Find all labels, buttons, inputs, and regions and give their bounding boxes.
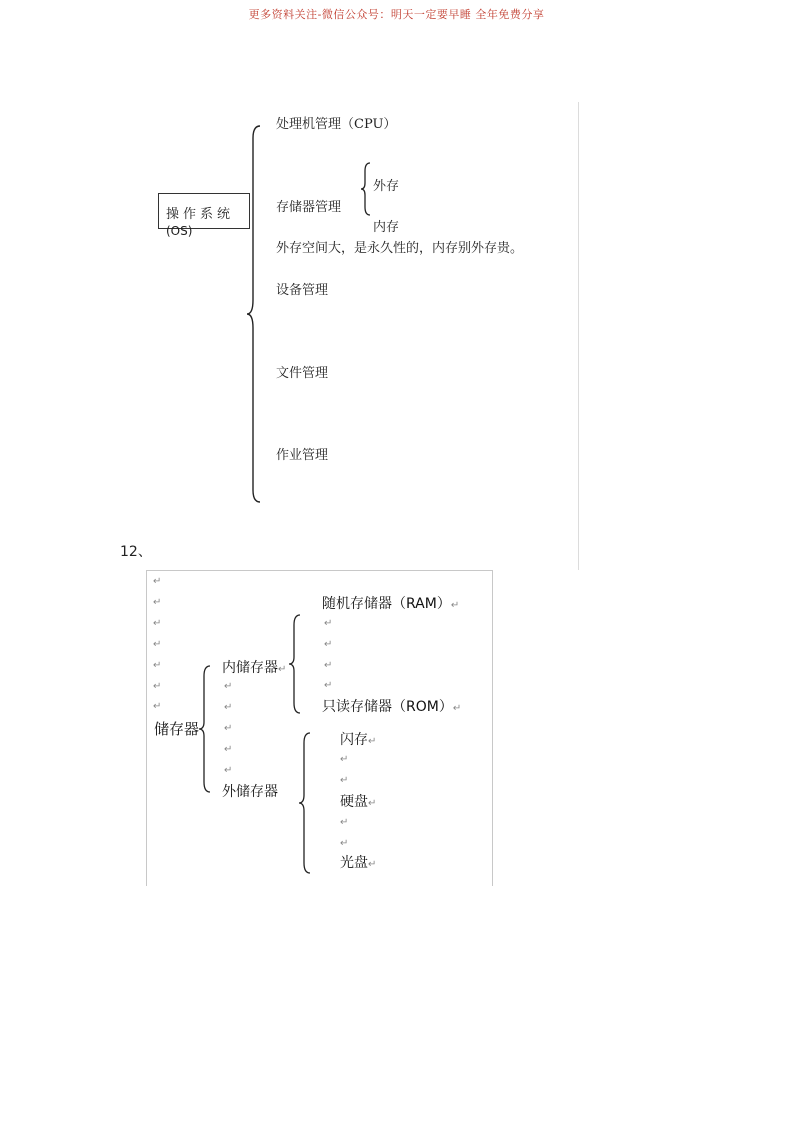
para-mark: ↵: [153, 660, 162, 671]
para-mark: ↵: [340, 838, 349, 849]
para-mark: ↵: [324, 680, 333, 691]
os-item-storage: 存储器管理: [276, 200, 342, 215]
para-mark: ↵: [153, 681, 162, 692]
para-mark: ↵: [153, 701, 162, 712]
flash-label: [340, 729, 376, 749]
rom-text: 只读存储器（ROM）: [322, 699, 453, 715]
para-mark: ↵: [153, 639, 162, 650]
external-storage-label: 外储存器: [222, 784, 278, 800]
optical-label: [340, 852, 376, 872]
para-mark: ↵: [340, 754, 349, 765]
right-margin-rule: [578, 102, 579, 570]
para-mark: ↵: [153, 597, 162, 608]
storage-sub-brace: [360, 162, 374, 216]
para-mark: ↵: [153, 576, 162, 587]
os-item-file: 文件管理: [276, 366, 329, 381]
para-mark: ↵: [368, 798, 377, 809]
para-mark: ↵: [153, 618, 162, 629]
section-number: 12、: [120, 544, 152, 560]
page-header-banner: 更多资料关注-微信公众号：明天一定要早睡 全年免费分享: [248, 8, 545, 21]
para-mark: ↵: [324, 639, 333, 650]
os-item-cpu: 处理机管理（CPU）: [276, 117, 397, 132]
optical-text: 光盘: [340, 855, 368, 871]
para-mark: ↵: [368, 859, 377, 870]
para-mark: ↵: [324, 660, 333, 671]
os-item-job: 作业管理: [276, 448, 329, 463]
hdd-label: [340, 791, 376, 811]
ram-label: [322, 593, 459, 613]
os-item-device: 设备管理: [276, 283, 329, 298]
os-root-subtitle: (OS): [166, 224, 193, 238]
para-mark: ↵: [278, 664, 287, 675]
internal-storage-brace: [288, 613, 304, 715]
para-mark: ↵: [224, 744, 233, 755]
external-storage-brace: [298, 731, 314, 875]
para-mark: ↵: [340, 775, 349, 786]
storage-root-brace: [198, 664, 214, 794]
para-mark: ↵: [368, 736, 377, 747]
storage-root-label: 储存器: [154, 720, 200, 738]
flash-text: 闪存: [340, 732, 368, 748]
para-mark: ↵: [340, 817, 349, 828]
para-mark: ↵: [324, 618, 333, 629]
hdd-text: 硬盘: [340, 794, 368, 810]
os-root-title: 操作系统: [166, 207, 235, 222]
para-mark: ↵: [224, 681, 233, 692]
para-mark: ↵: [452, 703, 462, 714]
rom-label: [322, 696, 461, 716]
storage-sub-internal: 内存: [373, 220, 400, 235]
internal-storage-text: 内储存器: [222, 660, 278, 676]
internal-storage-label: [222, 657, 286, 677]
os-main-brace: [246, 124, 266, 504]
para-mark: ↵: [224, 702, 233, 713]
para-mark: ↵: [224, 723, 233, 734]
para-mark: ↵: [450, 600, 460, 611]
para-mark: ↵: [224, 765, 233, 776]
storage-sub-external: 外存: [373, 179, 400, 194]
storage-note: 外存空间大，是永久性的，内存别外存贵。: [276, 241, 524, 256]
ram-text: 随机存储器（RAM）: [322, 596, 451, 612]
